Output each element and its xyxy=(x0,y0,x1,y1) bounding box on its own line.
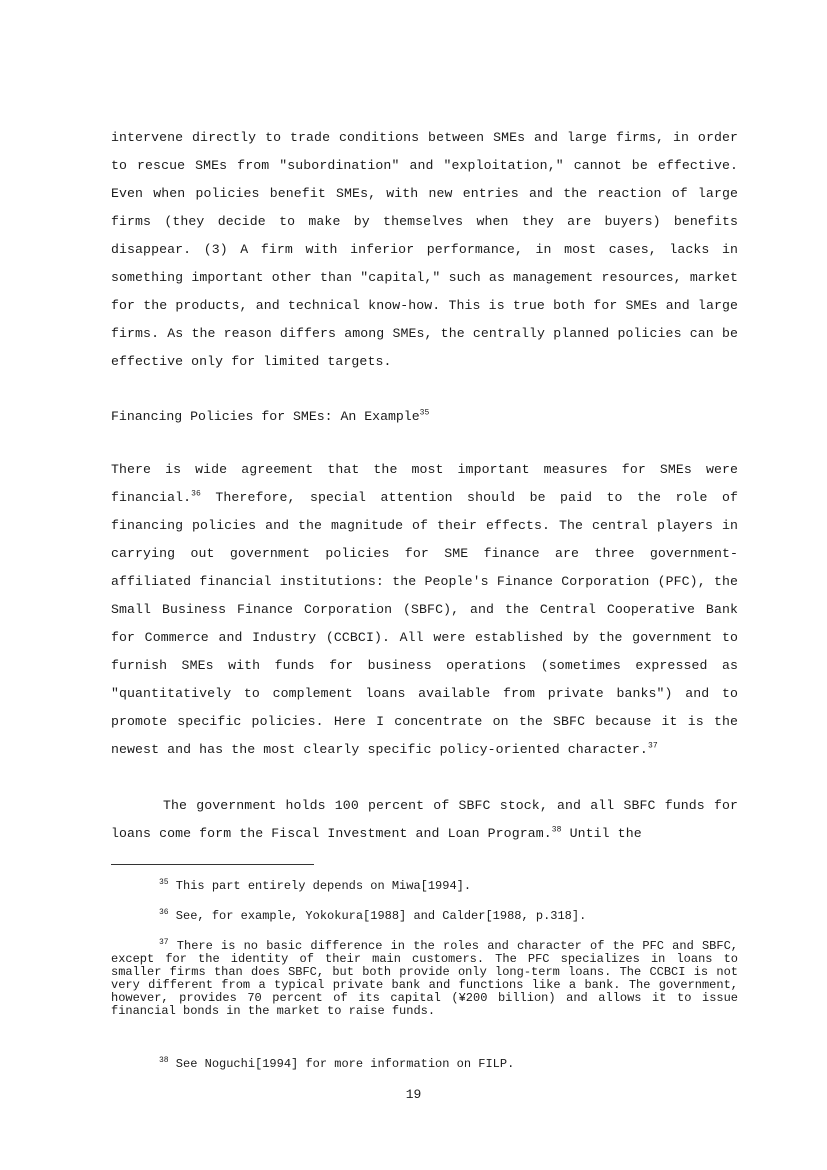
body-paragraph-3 xyxy=(111,792,738,848)
footnote-text: This part entirely depends on Miwa[1994]. xyxy=(168,879,472,893)
footnote-text: See Noguchi[1994] for more information on FILP. xyxy=(168,1057,515,1071)
footnote-text: There is no basic difference in the roles and character of the PFC and SBFC, except for the identity of their main customers. The PFC specializes in loans to smaller firms than does SBFC, but both provide only long-term loans. The CCBCI is not very different from a typical private bank and functions like a bank. The government, however, provides 70 percent of its capital (¥200 billion) and allows it to issue financial bonds in the market to raise funds. xyxy=(111,939,738,1018)
section-heading xyxy=(111,407,429,427)
paragraph-2-text-b: Therefore, special attention should be paid to the role of financing policies and the magnitude of their effects. The central players in carrying out government policies for SME finance are three government-affiliated financial institutions: the People's Finance Corporation (PFC), the Small Business Finance Corporation (SBFC), and the Central Cooperative Bank for Commerce and Industry (CCBCI). All were established by the government to furnish SMEs with funds for business operations (sometimes expressed as "quantitatively to complement loans available from private banks") and to promote specific policies. Here I concentrate on the SBFC because it is the newest and has the most clearly specific policy-oriented character. xyxy=(111,490,738,757)
footnote-ref-38: 38 xyxy=(551,825,562,835)
footnote-38 xyxy=(111,1058,738,1071)
footnote-mark: 36 xyxy=(159,908,169,917)
footnote-ref-36: 36 xyxy=(191,489,201,499)
body-paragraph-1: intervene directly to trade conditions between SMEs and large firms, in order to rescue SMEs from "subordination" and "exploitation," cannot be effective. Even when policies benefit SMEs, with new entries and the reaction of large firms (they decide to make by themselves when they are buyers) benefits disappear. (3) A firm with inferior performance, in most cases, lacks in something important other than "capital," such as management resources, market for the products, and technical know-how. This is true both for SMEs and large firms. As the reason differs among SMEs, the centrally planned policies can be effective only for limited targets. xyxy=(111,130,738,369)
paragraph-2-text-a: There is wide agreement that the most important measures for SMEs were financial. xyxy=(111,462,738,505)
page-number: 19 xyxy=(405,1087,422,1102)
footnote-35 xyxy=(111,880,738,893)
footnote-37 xyxy=(111,940,738,1018)
section-heading-text: Financing Policies for SMEs: An Example xyxy=(111,409,420,424)
footnote-36 xyxy=(111,910,738,923)
footnote-mark: 35 xyxy=(159,878,169,887)
footnote-mark: 38 xyxy=(159,1056,169,1065)
footnote-text: See, for example, Yokokura[1988] and Calder[1988, p.318]. xyxy=(168,909,587,923)
footnote-ref-37: 37 xyxy=(647,741,658,751)
footnote-mark: 37 xyxy=(159,938,169,947)
body-paragraph-2 xyxy=(111,456,738,764)
paragraph-3-text-b: Until the xyxy=(561,826,642,841)
paragraph-3-text-a: The government holds 100 percent of SBFC stock, and all SBFC funds for loans come form the Fiscal Investment and Loan Program. xyxy=(111,798,738,841)
footnote-divider xyxy=(111,864,314,865)
footnote-ref-35: 35 xyxy=(419,408,430,418)
